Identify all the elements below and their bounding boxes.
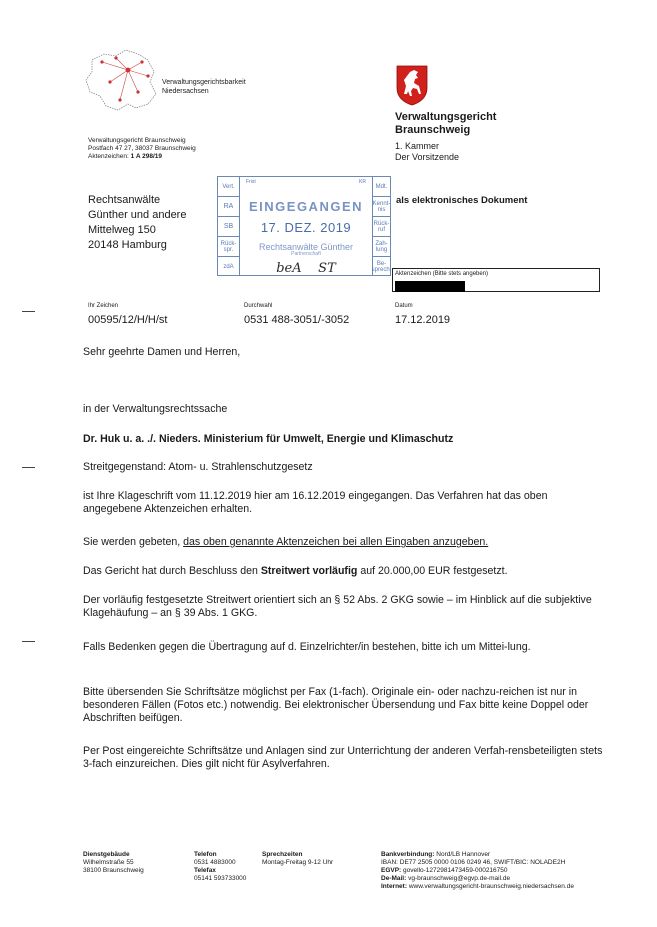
stamp-deadline-label: Frist xyxy=(246,179,256,185)
niedersachsen-map-logo-icon xyxy=(82,46,160,114)
paragraph-value-in-dispute: Das Gericht hat durch Beschluss den Streitwert vorläufig auf 20.000,00 EUR festgesetzt. xyxy=(83,565,508,577)
fold-mark xyxy=(22,641,35,642)
case-number: 1 A 298/19 xyxy=(130,153,162,160)
stamp-date: 17. DEZ. 2019 xyxy=(260,220,352,235)
court-name: Verwaltungsgericht Braunschweig xyxy=(395,111,497,136)
paragraph-reference-request: Sie werden gebeten, das oben genannte Aktenzeichen bei allen Eingaben anzugeben. xyxy=(83,536,489,548)
jurisdiction-label: Verwaltungsgerichtsbarkeit Niedersachsen xyxy=(162,79,246,95)
fold-mark xyxy=(22,467,35,468)
case-parties: Dr. Huk u. a. ./. Nieders. Ministerium für Umwelt, Energie und Klimaschutz xyxy=(83,433,454,445)
fold-mark xyxy=(22,311,35,312)
chamber-info: 1. Kammer Der Vorsitzende xyxy=(395,141,460,162)
reference-box: Aktenzeichen (Bitte stets angeben) xyxy=(392,268,600,292)
paragraph-submission-post: Per Post eingereichte Schriftsätze und Anlagen sind zur Unterrichtung der anderen Verfah-rensbeteiligten stets 3-fach einzureichen. Dies gilt nicht für Asylverfahren. xyxy=(83,745,603,770)
your-ref: 00595/12/H/H/st xyxy=(88,314,168,326)
subject-matter: Streitgegenstand: Atom- u. Strahlenschutzgesetz xyxy=(83,461,313,473)
footer-building: Dienstgebäude Wilhelmstraße 55 38100 Braunschweig xyxy=(83,851,144,874)
stamp-lawfirm: Rechtsanwälte Günther Partnerschaft xyxy=(258,242,354,257)
stamp-kr-label: KR xyxy=(359,179,366,185)
footer-bank: Bankverbindung: Nord/LB Hannover IBAN: DE77 2505 0000 0106 0249 46, SWIFT/BIC: NOLADE2H EGVP: govello-1272981473459-000216750 De-Mail: vg-braunschweig@egvp.de-mail.de Internet: www.verwaltungsgericht-braunschweig.niedersachsen.de xyxy=(381,851,574,890)
paragraph-single-judge: Falls Bedenken gegen die Übertragung auf d. Einzelrichter/in bestehen, bitte ich um Mittei-lung. xyxy=(83,641,531,653)
lower-saxony-horse-crest-icon xyxy=(395,64,429,106)
date-label: Datum xyxy=(395,303,413,309)
stamp-handwriting: beA ST xyxy=(276,261,336,276)
footer-website-link[interactable]: www.verwaltungsgericht-braunschweig.niedersachsen.de xyxy=(408,883,574,890)
case-intro: in der Verwaltungsrechtssache xyxy=(83,403,228,415)
salutation: Sehr geehrte Damen und Herren, xyxy=(83,346,241,358)
stamp-left-column: Vert. RA SB Rück-spr. zdA xyxy=(218,177,240,275)
sender-address: Verwaltungsgericht Braunschweig Postfach 47 27, 38037 Braunschweig Aktenzeichen: 1 A 298/19 xyxy=(88,137,196,160)
footer-phone: Telefon 0531 4883000 Telefax 05141 593733000 xyxy=(194,851,247,882)
received-stamp xyxy=(217,176,391,276)
electronic-document-note: als elektronisches Dokument xyxy=(396,195,528,206)
redacted-reference xyxy=(395,281,465,292)
paragraph-received: ist Ihre Klageschrift vom 11.12.2019 hier am 16.12.2019 eingegangen. Das Verfahren hat das oben angegebene Aktenzeichen erhalten. xyxy=(83,490,548,515)
stamp-right-column: Mdt. Kennt-nis Rück-ruf Zah-lung Be-sprech. xyxy=(372,177,390,275)
recipient-address: Rechtsanwälte Günther und andere Mittelweg 150 20148 Hamburg xyxy=(88,194,187,251)
letter-date: 17.12.2019 xyxy=(395,314,451,326)
paragraph-value-basis: Der vorläufig festgesetzte Streitwert orientiert sich an § 52 Abs. 2 GKG sowie – im Hinblick auf die subjektive Klagehäufung – an § 39 Abs. 1 GKG. xyxy=(83,594,592,619)
stamp-received-text: EINGEGANGEN xyxy=(248,199,363,214)
paragraph-submission-fax: Bitte übersenden Sie Schriftsätze möglichst per Fax (1-fach). Originale ein- oder nachzu-reichen ist nur in besonderen Fällen (Fotos etc.) notwendig. Bei elektronischer Übersendung und Fax bitte keine Doppel oder Abschriften beifügen. xyxy=(83,686,589,724)
phone-extension: 0531 488-3051/-3052 xyxy=(244,314,350,326)
footer-hours: Sprechzeiten Montag-Freitag 9-12 Uhr xyxy=(262,851,334,866)
phone-label: Durchwahl xyxy=(244,303,273,309)
your-ref-label: Ihr Zeichen xyxy=(88,303,119,309)
